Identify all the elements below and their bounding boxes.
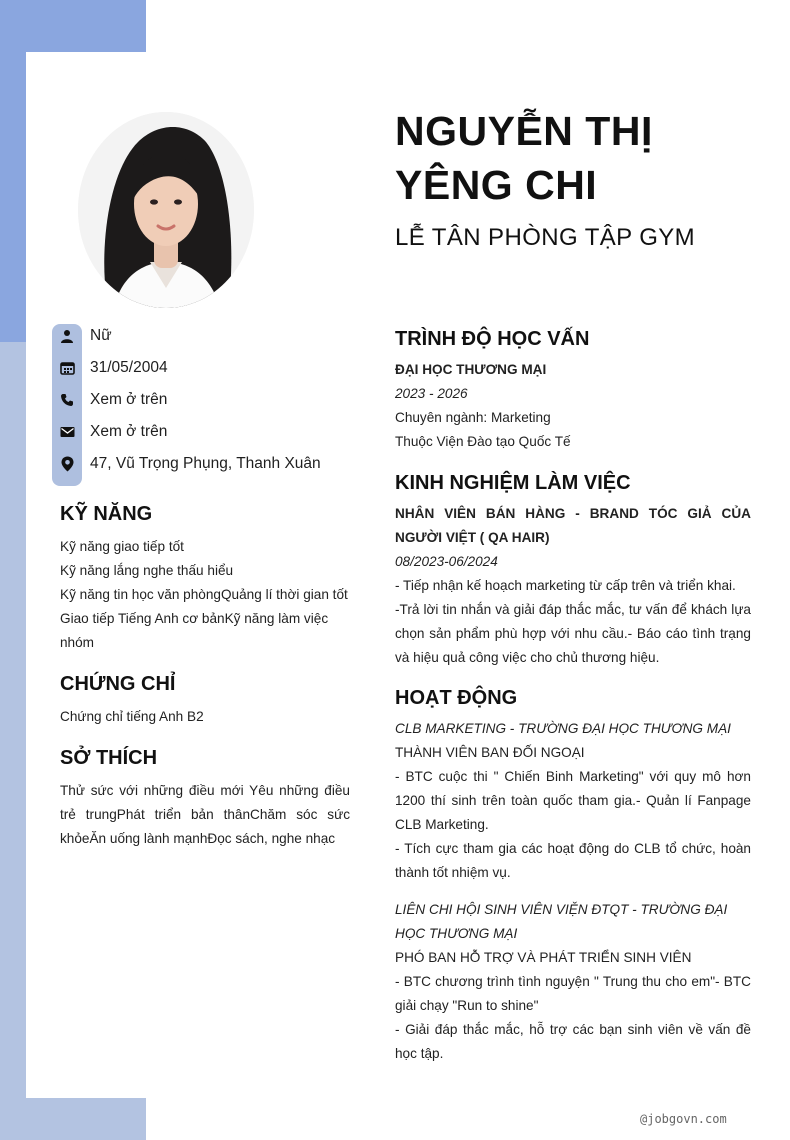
activity-item [395,898,751,1066]
gender-text: Nữ [90,327,112,344]
skills-list [60,535,360,655]
address-text: 47, Vũ Trọng Phụng, Thanh Xuân [90,455,321,472]
skills-heading: KỸ NĂNG [60,503,153,525]
education-major: Chuyên ngành: Marketing [395,410,551,425]
education-block [395,358,751,454]
activity-org: CLB MARKETING - TRƯỜNG ĐẠI HỌC THƯƠNG MẠI [395,721,731,736]
contact-address [52,448,372,480]
skill-item: Kỹ năng tin học văn phòngQuảng lí thời gian tốt [60,587,348,602]
full-name [395,104,755,212]
education-heading: TRÌNH ĐỘ HỌC VẤN [395,328,590,350]
contact-phone [52,384,372,416]
person-icon [52,329,82,343]
name-line-2: YÊNG CHI [395,162,598,208]
activities-heading: HOẠT ĐỘNG [395,687,518,709]
activity-desc-1: - BTC chương trình tình nguyện " Trung thu cho em"- BTC giải chạy "Run to shine" [395,974,751,1013]
experience-position: NHÂN VIÊN BÁN HÀNG - BRAND TÓC GIẢ CỦA NGƯỜI VIỆT ( QA HAIR) [395,506,751,545]
activity-role: PHÓ BAN HỖ TRỢ VÀ PHÁT TRIỂN SINH VIÊN [395,950,692,965]
skill-item: Kỹ năng lắng nghe thấu hiểu [60,563,234,578]
activity-role: THÀNH VIÊN BAN ĐỐI NGOẠI [395,745,585,760]
skill-item: Kỹ năng giao tiếp tốt [60,539,184,554]
calendar-icon [52,361,82,375]
activity-desc-2: - Tích cực tham gia các hoạt động do CLB tổ chức, hoàn thành tốt nhiệm vụ. [395,841,751,880]
contact-dob [52,352,372,384]
education-institute: Thuộc Viện Đào tạo Quốc Tế [395,434,571,449]
activity-item [395,717,751,885]
certificates-heading: CHỨNG CHỈ [60,673,176,695]
skill-item: nhóm [60,635,95,650]
phone-icon [52,393,82,407]
decor-band-bottom [0,1098,146,1140]
school-name: ĐẠI HỌC THƯƠNG MẠI [395,362,547,377]
certificate-item: Chứng chỉ tiếng Anh B2 [60,709,204,724]
watermark: @jobgovn.com [640,1112,727,1126]
experience-heading: KINH NGHIỆM LÀM VIỆC [395,472,631,494]
contact-email [52,416,372,448]
activity-desc-1: - BTC cuộc thi " Chiến Binh Marketing" với quy mô hơn 1200 thí sinh trên toàn quốc tham gia.- Quản lí Fanpage CLB Marketing. [395,769,751,832]
name-line-1: NGUYỄN THỊ [395,108,653,154]
phone-text: Xem ở trên [90,391,168,408]
experience-desc-2: -Trả lời tin nhắn và giải đáp thắc mắc, tư vấn để khách lựa chọn sản phẩm phù hợp với nhu cầu.- Báo cáo tình trạng và hiệu quả công việc cho chủ thương hiệu. [395,602,751,665]
experience-period: 08/2023-06/2024 [395,554,498,569]
location-pin-icon [52,456,82,472]
education-period: 2023 - 2026 [395,386,468,401]
decor-band-side [0,342,26,1098]
mail-icon [52,426,82,438]
email-text: Xem ở trên [90,423,168,440]
job-title: LỄ TÂN PHÒNG TẬP GYM [395,224,696,251]
experience-desc-1: - Tiếp nhận kế hoạch marketing từ cấp trên và triển khai. [395,578,736,593]
activity-desc-2: - Giải đáp thắc mắc, hỗ trợ các bạn sinh viên về vấn đề học tập. [395,1022,751,1061]
dob-text: 31/05/2004 [90,359,168,376]
skill-item: Giao tiếp Tiếng Anh cơ bảnKỹ năng làm việc [60,611,329,626]
profile-photo [78,112,254,308]
experience-block [395,502,751,670]
hobbies-heading: SỞ THÍCH [60,747,158,769]
hobbies-text: Thử sức với những điều mới Yêu những điều trẻ trungPhát triển bản thânChăm sóc sức khỏeĂn uống lành mạnhĐọc sách, nghe nhạc [60,783,350,846]
activity-org: LIÊN CHI HỘI SINH VIÊN VIỆN ĐTQT - TRƯỜNG ĐẠI HỌC THƯƠNG MẠI [395,902,728,941]
contact-gender [52,320,372,352]
